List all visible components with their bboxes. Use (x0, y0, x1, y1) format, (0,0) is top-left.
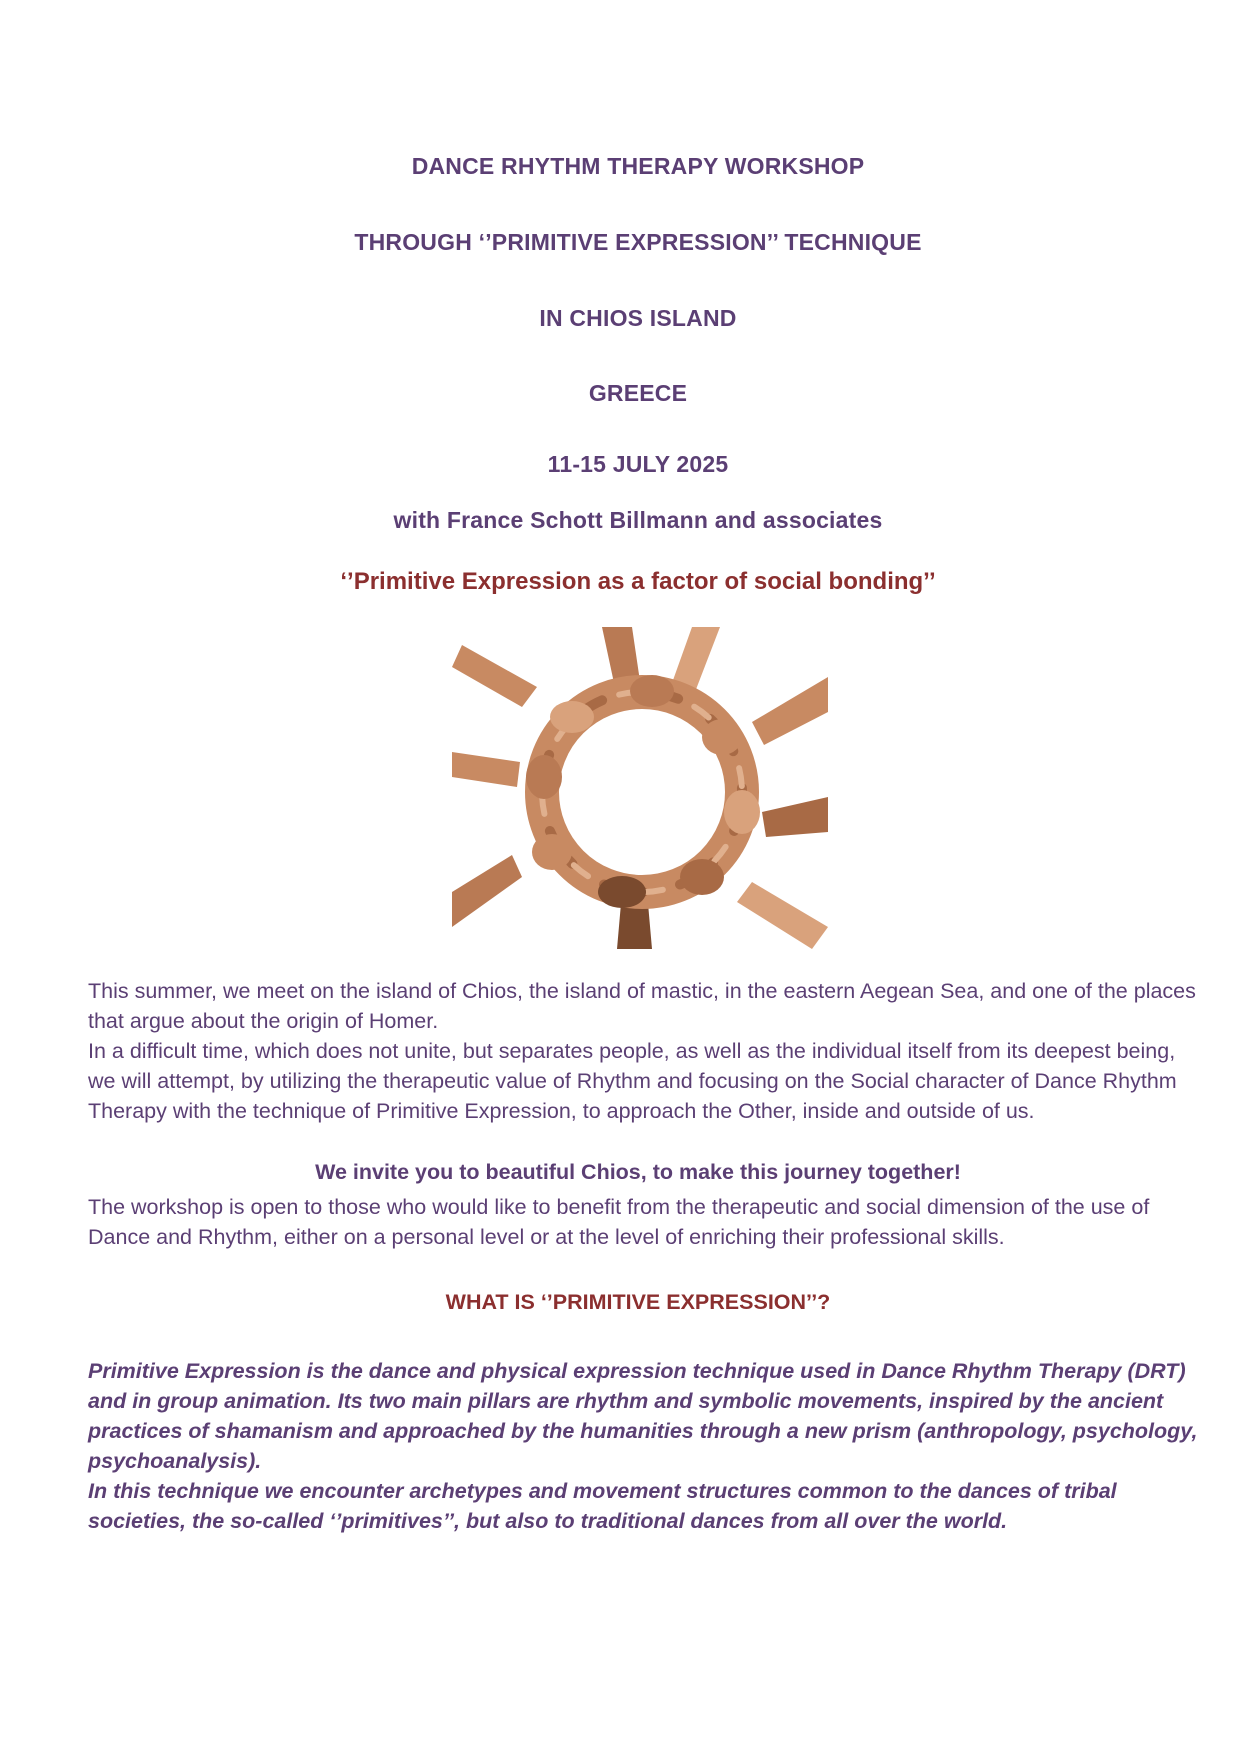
title-line-1: DANCE RHYTHM THERAPY WORKSHOP (411, 153, 865, 179)
intro-text (88, 976, 1198, 1126)
linked-hands-circle-icon (452, 627, 828, 949)
title-line-3: IN CHIOS ISLAND (539, 305, 737, 331)
title-line-2: THROUGH ‘’PRIMITIVE EXPRESSION’’ TECHNIQUE (354, 229, 922, 255)
facilitators: with France Schott Billmann and associates (393, 507, 883, 533)
intro-paragraph-1: This summer, we meet on the island of Chios, the island of mastic, in the eastern Aegean Sea, and one of the places that argue about the origin of Homer. (88, 979, 1196, 1033)
intro-paragraph-2: In a difficult time, which does not unite, but separates people, as well as the individual itself from its deepest being, we will attempt, by utilizing the therapeutic value of Rhythm and focusing on the Social character of Dance Rhythm Therapy with the technique of Primitive Expression, to approach the Other, inside and outside of us. (88, 1039, 1177, 1123)
linked-hands-illustration (452, 627, 828, 949)
title-line-4: GREECE (588, 380, 688, 406)
workshop-subtitle: ‘’Primitive Expression as a factor of social bonding’’ (340, 568, 936, 595)
section-paragraph-2: In this technique we encounter archetypes and movement structures common to the dances of tribal societies, the so-called ‘’primitives’’, but also to traditional dances from all over the world. (88, 1479, 1117, 1533)
section-text (88, 1356, 1198, 1536)
event-date: 11-15 JULY 2025 (547, 451, 729, 477)
intro-paragraph-3: The workshop is open to those who would like to benefit from the therapeutic and social dimension of the use of Dance and Rhythm, either on a personal level or at the level of enriching their professional skills. (88, 1195, 1150, 1249)
section-heading: WHAT IS ‘’PRIMITIVE EXPRESSION’’? (445, 1290, 831, 1314)
audience-text (88, 1192, 1198, 1252)
section-paragraph-1: Primitive Expression is the dance and physical expression technique used in Dance Rhythm Therapy (DRT) and in group animation. Its two main pillars are rhythm and symbolic movements, inspired by the ancient practices of shamanism and approached by the humanities through a new prism (anthropology, psychology, psychoanalysis). (88, 1359, 1198, 1473)
invitation-line: We invite you to beautiful Chios, to make this journey together! (315, 1160, 961, 1184)
